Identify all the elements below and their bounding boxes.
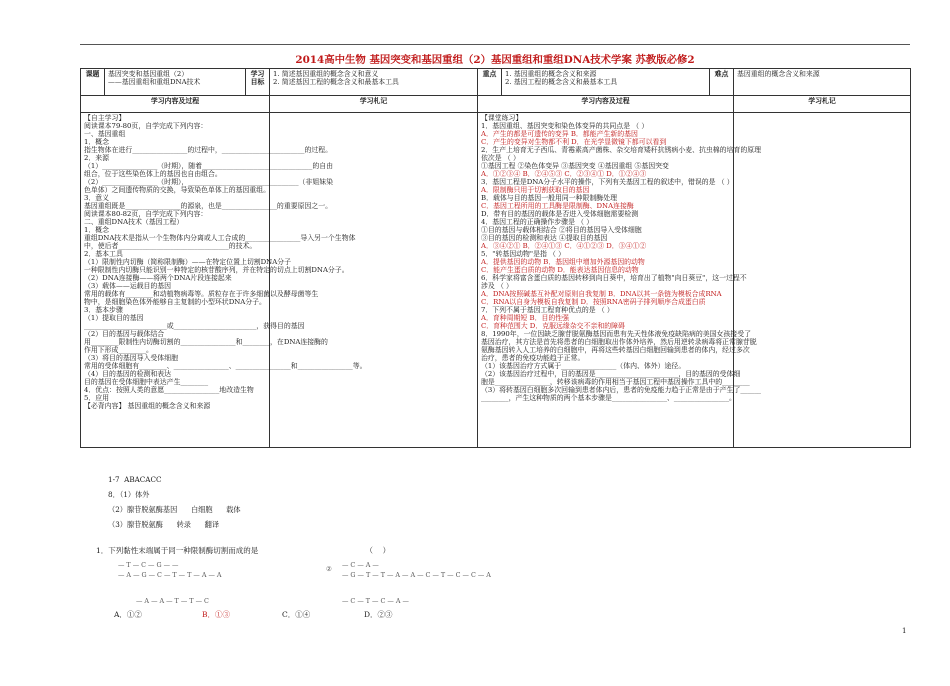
content-line: （4）目的基因的检测和表达 bbox=[84, 370, 172, 378]
practice-line: 3．基因工程是DNA分子水平的操作，下列有关基因工程的叙述中，错误的是 （ ） bbox=[481, 178, 734, 186]
topic-cell bbox=[105, 69, 246, 96]
notes-header-right: 学习札记 bbox=[734, 96, 911, 113]
content-line: 常用的载体有________和动植物病毒等。质粒存在于许多细菌以及酵母菌等生 bbox=[84, 290, 319, 298]
practice-line: （3）将转基因白细胞多次回输到患者体内后，患者的免疫能力趋于正常是由于产生了______ bbox=[481, 386, 762, 394]
sticky-end-exercise bbox=[96, 546, 856, 638]
practice-line: A．育种周期短 B．目的性强 bbox=[481, 314, 570, 322]
goal-line-2: 2. 简述基因工程的概念含义和最基本工具 bbox=[273, 78, 399, 86]
content-line: 阅读课本80-82页，自学完成下列内容： bbox=[84, 210, 208, 218]
content-line: 2．基本工具 bbox=[84, 250, 123, 258]
page-number: 1 bbox=[902, 627, 907, 635]
sequence-2-label: ② bbox=[326, 565, 332, 573]
content-line: 用________限制性内切酶切割的________________和________，在DNA连接酶的 bbox=[84, 338, 328, 346]
practice-line: A．提供基因的动物 B．基因组中增加外源基因的动物 bbox=[481, 258, 645, 266]
practice-line: 7．下列不属于基因工程育种优点的是 （ ） bbox=[481, 306, 614, 314]
content-header-right: 学习内容及过程 bbox=[478, 96, 734, 113]
content-line: 3．意义 bbox=[84, 194, 110, 202]
practice-line: 8．1990年，一位因缺乏腺苷脱氨酶基因而患有先天性体液免疫缺陷病的美国女孩接受了 bbox=[481, 330, 751, 338]
content-line: （3）将目的基因导入受体细胞 bbox=[84, 354, 178, 362]
practice-line: 6．科学家将富含蛋白质的基因转移到向日葵中，培育出了植物"向日葵豆"，这一过程不 bbox=[481, 274, 747, 282]
answer-line: （2）腺苷脱氨酶基因 白细胞 载体 bbox=[108, 505, 241, 514]
practice-line: ①基因工程 ②染色体变异 ③基因突变 ④基因重组 ⑤基因突变 bbox=[481, 162, 669, 170]
practice-line: 2．生产上培育无子西瓜、青霉素高产菌株、杂交培育矮秆抗锈病小麦、抗虫棉的培育的原理 bbox=[481, 146, 762, 154]
content-line: 中，使后者________________________________的技术。 bbox=[84, 242, 257, 250]
header-row bbox=[81, 69, 911, 96]
goal-label: 学习目标 bbox=[246, 69, 270, 96]
content-line: （1）________________（时期），随着________________________________的自由 bbox=[84, 162, 333, 170]
content-line: 重组DNA技术是指从一个生物体内分离或人工合成的________________导入另一个生物体 bbox=[84, 234, 356, 242]
option-a: A．①② bbox=[114, 610, 142, 619]
content-line: 基因重组既是________________的源泉，也是________________的重要原因之一。 bbox=[84, 202, 333, 210]
content-line: 二、重组DNA技术（基因工程） bbox=[84, 218, 184, 226]
content-line: 4．优点：按照人类的意愿________________地改造生物 bbox=[84, 386, 254, 394]
study-sheet-table bbox=[80, 68, 911, 448]
column-header-row bbox=[81, 96, 911, 113]
page-title: 2014高中生物 基因突变和基因重组（2）基因重组和重组DNA技术学案 苏教版必修2 bbox=[295, 54, 695, 66]
option-b: B．①③ bbox=[202, 610, 231, 619]
practice-line: （1）该基因治疗方式属于________________（体内、体外）途径。 bbox=[481, 362, 686, 370]
practice-line: D．带有目的基因的载体是否进入受体细胞需要检测 bbox=[481, 210, 639, 218]
content-line: 目的基因在受体细胞中表达产生________ bbox=[84, 378, 209, 386]
difficulty-cell: 基因重组的概念含义和来源 bbox=[734, 69, 911, 96]
practice-line: ________，产生这种物质的两个基本步骤是________________、________________。 bbox=[481, 394, 736, 402]
content-line: （1）提取目的基因 bbox=[84, 314, 144, 322]
practice-line: 4．基因工程的正确操作步骤是 （ ） bbox=[481, 218, 594, 226]
key-line-2: 2. 基因工程的概念含义和最基本工具 bbox=[505, 78, 618, 86]
sequence-4: — C — T — C — A — bbox=[342, 597, 409, 605]
practice-line: 基因治疗，其方法是首先将患者的白细胞取出作体外培养，然后用逆转录病毒将正常腺苷脱 bbox=[481, 338, 757, 346]
key-label: 重点 bbox=[478, 69, 502, 96]
sequence-1-bottom: — A — G — C — T — T — A — A bbox=[118, 571, 222, 579]
sequence-1-top: — T — C — G — — bbox=[118, 561, 179, 569]
practice-line: 【课堂练习】 bbox=[481, 114, 523, 122]
practice-line: C．育种范围大 D．克服远缘杂交不亲和的障碍 bbox=[481, 322, 625, 330]
exercise-question: 1．下列黏性末端属于同一种限制酶切割而成的是 （ ） bbox=[96, 546, 391, 555]
sequence-2-top: — C — A — bbox=[342, 561, 379, 569]
content-line: （3）载体——运载目的基因 bbox=[84, 282, 172, 290]
content-line: （2）DNA连接酶——将两个DNA片段连接起来 bbox=[84, 274, 232, 282]
key-line-1: 1. 基因重组的概念含义和来源 bbox=[505, 70, 597, 78]
practice-line: 氨酶基因转入人工培养的白细胞中，再将这些转基因白细胞回输到患者的体内，经过多次 bbox=[481, 346, 750, 354]
content-line: 物中，是细胞染色体外能够自主复制的小型环状DNA分子。 bbox=[84, 298, 266, 306]
option-d: D．②③ bbox=[364, 610, 393, 619]
sequence-3: — A — A — T — T — C bbox=[136, 597, 209, 605]
content-line: （2）目的基因与载体结合 bbox=[84, 330, 165, 338]
sequence-2-bottom: — G — T — T — A — A — C — T — C — C — A bbox=[342, 571, 491, 579]
option-c: C．①④ bbox=[282, 610, 311, 619]
content-line: 作用下形成________。 bbox=[84, 346, 153, 354]
practice-line: C．能产生蛋白质的动物 D．能表达基因信息的动物 bbox=[481, 266, 639, 274]
answer-line: 8．（1）体外 bbox=[108, 490, 150, 499]
practice-line: C．产生的变异对生物都不利 D．在光学显微镜下都可以看到 bbox=[481, 138, 667, 146]
practice-line: 涉及 （ ） bbox=[481, 282, 513, 290]
notes-header-left: 学习札记 bbox=[270, 96, 478, 113]
content-line: 5．应用 bbox=[84, 394, 110, 402]
content-line: 阅读课本79-80页，自学完成下列内容： bbox=[84, 122, 208, 130]
goal-line-1: 1. 简述基因重组的概念含义和意义 bbox=[273, 70, 379, 78]
self-study-content bbox=[81, 113, 367, 448]
practice-line: B．载体与目的基因一般用同一种限制酶处理 bbox=[481, 194, 617, 202]
key-cell bbox=[502, 69, 710, 96]
content-line: 常用的受体细胞有________、________________、________________和________________等。 bbox=[84, 362, 367, 370]
practice-line: 依次是 （ ） bbox=[481, 154, 520, 162]
content-line: 【必背内容】 基因重组的概念含义和来源 bbox=[84, 402, 211, 410]
practice-line: ③目的基因的检测和表达 ④提取目的基因 bbox=[481, 234, 608, 242]
content-line: 组合，位于这些染色体上的基因也自由组合。 bbox=[84, 170, 222, 178]
top-rule bbox=[80, 44, 910, 45]
practice-line: （2）该基因治疗过程中，目的基因是________________________，目的基因的受体细 bbox=[481, 370, 741, 378]
topic-line-2: ——基因重组和重组DNA技术 bbox=[108, 78, 201, 86]
practice-line: A．产生的都是可遗传的变异 B．都能产生新的基因 bbox=[481, 130, 638, 138]
practice-line: C．基因工程所用的工具酶是限制酶、DNA连接酶 bbox=[481, 202, 634, 210]
difficulty-label: 难点 bbox=[710, 69, 734, 96]
practice-line: A．①②③④ B．②④⑤③ C．②③④① D．①②④③ bbox=[481, 170, 647, 178]
classroom-practice-content bbox=[478, 113, 762, 448]
practice-line: 5．"转基因动物"是指 （ ） bbox=[481, 250, 566, 258]
goal-cell bbox=[270, 69, 478, 96]
practice-line: ①目的基因与载体相结合 ②将目的基因导入受体细胞 bbox=[481, 226, 642, 234]
practice-line: A．③④②① B．②④①③ C．④①②③ D．③④①② bbox=[481, 242, 647, 250]
practice-line: 1．基因重组、基因突变和染色体变异的共同点是 （ ） bbox=[481, 122, 649, 130]
topic-line-1: 基因突变和基因重组（2） bbox=[108, 70, 189, 78]
content-line: 一、基因重组 bbox=[84, 130, 126, 138]
notes-area-right bbox=[734, 113, 911, 448]
answer-line: 1-7 ABACACC bbox=[108, 475, 162, 484]
answer-key bbox=[108, 472, 241, 532]
content-line: 2．来源 bbox=[84, 154, 110, 162]
body-row bbox=[81, 113, 911, 448]
practice-line: 胞是________________，转移该病毒的作用相当于基因工程中基因操作工具中的________ bbox=[481, 378, 750, 386]
practice-line: A．限制酶只用于切割获取目的基因 bbox=[481, 186, 590, 194]
content-line: ________________________或________________________，获得目的基因 bbox=[84, 322, 305, 330]
topic-label: 课题 bbox=[81, 69, 105, 96]
content-line: 1．概念 bbox=[84, 138, 110, 146]
content-line: 指生物体在进行________________的过程中，________________________的过程。 bbox=[84, 146, 333, 154]
practice-line: C．RNA以自身为模板自我复制 D．按照RNA密码子排列顺序合成蛋白质 bbox=[481, 298, 706, 306]
content-line: 色单体）之间遗传物质的交换，导致染色单体上的基因重组。 bbox=[84, 186, 271, 194]
content-line: 3．基本步骤 bbox=[84, 306, 123, 314]
content-line: 1．概念 bbox=[84, 226, 110, 234]
answer-line: （3）腺苷脱氨酶 转录 翻译 bbox=[108, 520, 220, 529]
content-line: 【自主学习】 bbox=[84, 114, 126, 122]
content-header-left: 学习内容及过程 bbox=[81, 96, 270, 113]
practice-line: 治疗，患者的免疫功能趋于正常。 bbox=[481, 354, 585, 362]
content-line: （1）限制性内切酶（简称限制酶）——在特定位置上切割DNA分子 bbox=[84, 258, 291, 266]
content-line: 一种限制性内切酶只能识别一种特定的核苷酸序列，并在特定的切点上切割DNA分子。 bbox=[84, 266, 349, 274]
practice-line: A．DNA按照碱基互补配对原则自我复制 B．DNA以其一条链为模板合成RNA bbox=[481, 290, 722, 298]
content-line: （2）________________（时期），________________________________（非姐妹染 bbox=[84, 178, 333, 186]
